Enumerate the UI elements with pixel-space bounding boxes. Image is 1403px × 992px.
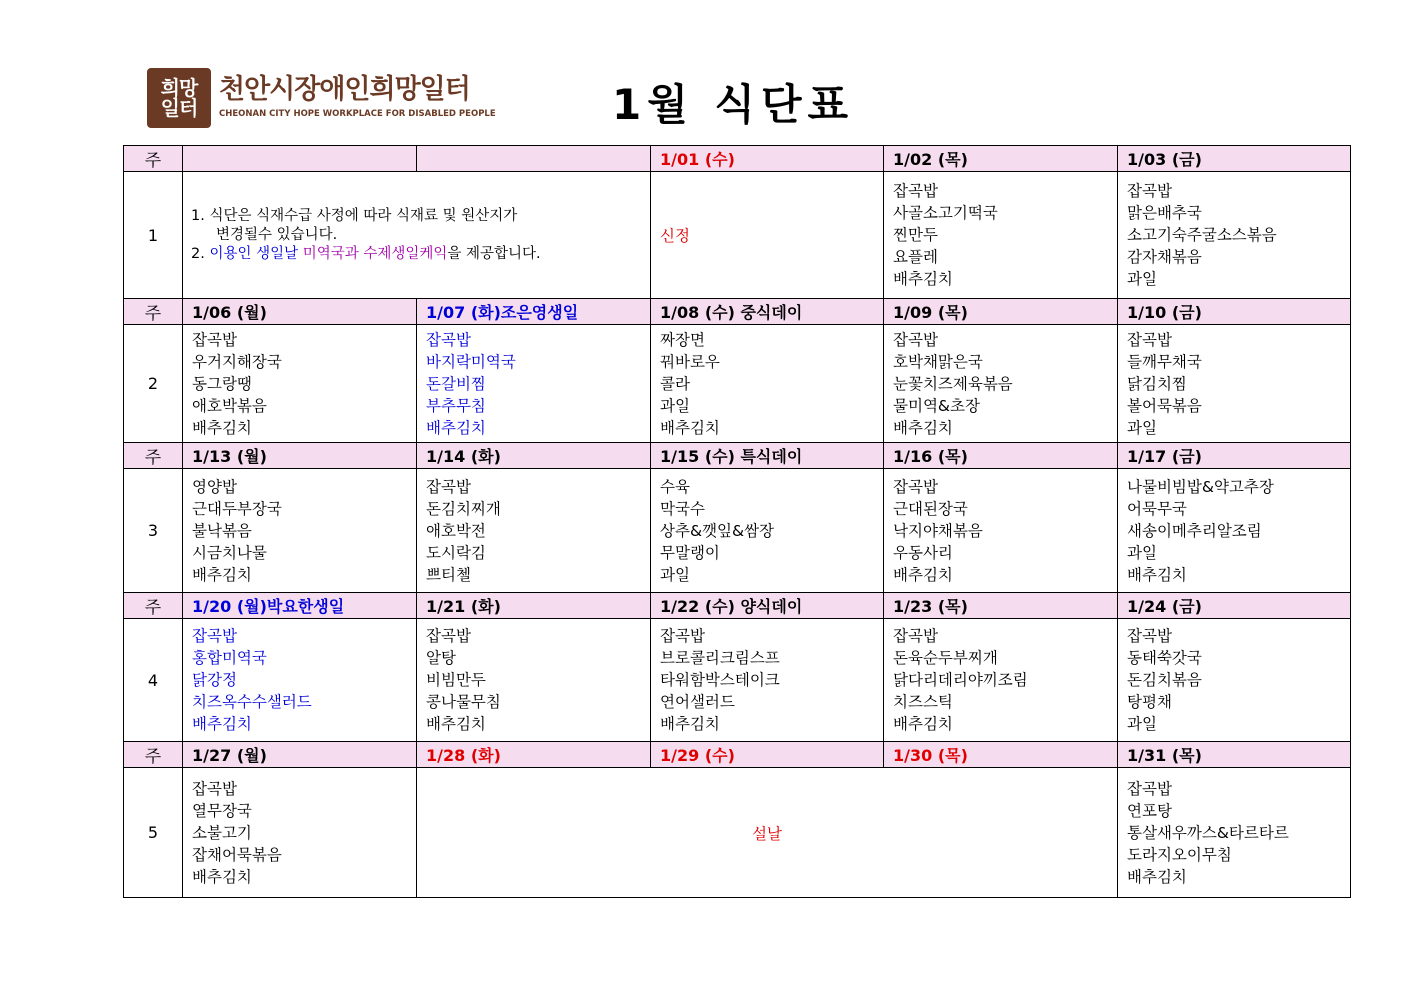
week-number: 4	[124, 619, 183, 742]
menu-item: 돈김치찌개	[426, 499, 501, 518]
menu-item: 잡채어묵볶음	[192, 845, 282, 864]
menu-item: 애호박전	[426, 521, 486, 540]
notice-birthday: 이용인 생일날	[209, 245, 299, 262]
menu-item: 잡곡밥	[1127, 779, 1172, 798]
menu-item: 우동사리	[893, 543, 953, 562]
menu-item: 배추김치	[426, 418, 486, 437]
menu-cell	[183, 768, 417, 898]
menu-item: 잡곡밥	[192, 330, 237, 349]
menu-item: 잡곡밥	[893, 182, 938, 200]
menu-item: 배추김치	[893, 418, 953, 437]
menu-item: 나물비빔밥&약고추장	[1127, 477, 1274, 496]
day-header: 1/10 (금)	[1118, 299, 1351, 325]
menu-item: 잡곡밥	[426, 477, 471, 496]
menu-item: 연어샐러드	[660, 693, 735, 711]
day-header: 1/14 (화)	[417, 443, 651, 469]
menu-item: 막국수	[660, 499, 705, 518]
menu-item: 과일	[660, 396, 690, 415]
menu-cell	[1118, 619, 1351, 742]
menu-item: 무말랭이	[660, 543, 720, 562]
week-header-row	[124, 299, 1351, 325]
menu-item: 도라지오이무침	[1127, 845, 1232, 864]
week-header-row	[124, 593, 1351, 619]
week-menu-row	[124, 469, 1351, 593]
menu-item: 물미역&초장	[893, 396, 980, 415]
day-header: 1/24 (금)	[1118, 593, 1351, 619]
week-menu-row	[124, 172, 1351, 299]
menu-item: 영양밥	[192, 477, 237, 496]
menu-cell	[1118, 325, 1351, 443]
menu-cell	[1118, 469, 1351, 593]
menu-item: 들깨무채국	[1127, 352, 1202, 371]
menu-item: 꿔바로우	[660, 352, 720, 371]
menu-item: 홍합미역국	[192, 649, 267, 667]
logo	[147, 67, 496, 129]
menu-item: 새송이메추리알조림	[1127, 521, 1262, 540]
menu-item: 배추김치	[192, 867, 252, 886]
menu-item: 치즈옥수수샐러드	[192, 693, 312, 711]
menu-cell	[417, 469, 651, 593]
menu-cell	[884, 469, 1118, 593]
menu-item: 탕평채	[1127, 693, 1172, 711]
menu-item: 배추김치	[426, 715, 486, 733]
menu-item: 타워함박스테이크	[660, 671, 780, 689]
menu-item: 요플레	[893, 248, 938, 266]
notice-line	[191, 245, 650, 264]
menu-cell	[417, 619, 651, 742]
week-menu-row	[124, 619, 1351, 742]
menu-item: 연포탕	[1127, 801, 1172, 820]
menu-item: 애호박볶음	[192, 396, 267, 415]
notice-cake: 미역국과 수제생일케익	[302, 245, 448, 262]
menu-item: 소불고기	[192, 823, 252, 842]
week-header-row	[124, 443, 1351, 469]
week-header-row	[124, 742, 1351, 768]
menu-cell	[1118, 172, 1351, 299]
day-header: 1/20 (월)박요한생일	[183, 593, 417, 619]
day-header: 1/17 (금)	[1118, 443, 1351, 469]
day-header: 1/23 (목)	[884, 593, 1118, 619]
day-header: 1/29 (수)	[651, 742, 884, 768]
day-header: 1/03 (금)	[1118, 146, 1351, 172]
menu-item: 콜라	[660, 374, 690, 393]
day-header: 1/15 (수) 특식데이	[651, 443, 884, 469]
menu-item: 돈김치볶음	[1127, 671, 1202, 689]
menu-cell	[183, 619, 417, 742]
menu-item: 찐만두	[893, 226, 938, 244]
menu-item: 동태쑥갓국	[1127, 649, 1202, 667]
menu-item: 닭김치찜	[1127, 374, 1187, 393]
menu-item: 불낙볶음	[192, 521, 252, 540]
logo-english: CHEONAN CITY HOPE WORKPLACE FOR DISABLED PEOPLE	[219, 109, 496, 119]
menu-item: 돈육순두부찌개	[893, 649, 998, 667]
menu-cell	[183, 469, 417, 593]
menu-item: 낙지야채볶음	[893, 521, 983, 540]
menu-item: 과일	[1127, 715, 1157, 733]
menu-item: 쁘티첼	[426, 565, 471, 584]
menu-item: 콩나물무침	[426, 693, 501, 711]
week-label: 주	[124, 593, 183, 619]
day-header: 1/07 (화)조은영생일	[417, 299, 651, 325]
menu-item: 볼어묵볶음	[1127, 396, 1202, 415]
menu-item: 도시락김	[426, 543, 486, 562]
menu-item: 닭다리데리야끼조림	[893, 671, 1028, 689]
menu-item: 배추김치	[192, 715, 252, 733]
holiday-label: 설날	[417, 768, 1118, 898]
day-header	[417, 146, 651, 172]
menu-item: 맑은배추국	[1127, 204, 1202, 222]
week-menu-row	[124, 325, 1351, 443]
menu-item: 짜장면	[660, 330, 705, 349]
menu-item: 돈갈비찜	[426, 374, 486, 393]
menu-cell	[651, 469, 884, 593]
menu-item: 호박채맑은국	[893, 352, 983, 371]
menu-item: 배추김치	[1127, 565, 1187, 584]
holiday-label: 신정	[651, 172, 884, 299]
menu-item: 근대된장국	[893, 499, 968, 518]
day-header: 1/01 (수)	[651, 146, 884, 172]
menu-item: 눈꽃치즈제육볶음	[893, 374, 1013, 393]
day-header: 1/02 (목)	[884, 146, 1118, 172]
menu-cell	[651, 325, 884, 443]
menu-item: 잡곡밥	[192, 779, 237, 798]
menu-item: 잡곡밥	[660, 627, 705, 645]
day-header: 1/31 (목)	[1118, 742, 1351, 768]
week-number: 2	[124, 325, 183, 443]
day-header: 1/08 (수) 중식데이	[651, 299, 884, 325]
notice	[183, 172, 651, 299]
menu-item: 동그랑땡	[192, 374, 252, 393]
week-number: 1	[124, 172, 183, 299]
menu-item: 배추김치	[893, 565, 953, 584]
week-number: 5	[124, 768, 183, 898]
day-header: 1/09 (목)	[884, 299, 1118, 325]
menu-item: 소고기숙주굴소스볶음	[1127, 226, 1277, 244]
week-label: 주	[124, 742, 183, 768]
logo-mark	[147, 68, 211, 128]
menu-item: 잡곡밥	[1127, 182, 1172, 200]
menu-item: 배추김치	[660, 418, 720, 437]
week-header-row	[124, 146, 1351, 172]
menu-item: 배추김치	[1127, 867, 1187, 886]
logo-korean: 천안시장애인희망일터	[219, 74, 470, 105]
menu-item: 감자채볶음	[1127, 248, 1202, 266]
week-label: 주	[124, 146, 183, 172]
menu-item: 사골소고기떡국	[893, 204, 998, 222]
menu-item: 잡곡밥	[893, 627, 938, 645]
day-header: 1/06 (월)	[183, 299, 417, 325]
day-header: 1/21 (화)	[417, 593, 651, 619]
day-header: 1/22 (수) 양식데이	[651, 593, 884, 619]
day-header: 1/30 (목)	[884, 742, 1118, 768]
menu-item: 배추김치	[660, 715, 720, 733]
menu-item: 상추&깻잎&쌈장	[660, 521, 775, 540]
menu-item: 시금치나물	[192, 543, 267, 562]
menu-item: 잡곡밥	[893, 330, 938, 349]
menu-item: 잡곡밥	[192, 627, 237, 645]
menu-item: 잡곡밥	[893, 477, 938, 496]
menu-item: 배추김치	[192, 418, 252, 437]
menu-item: 수육	[660, 477, 690, 496]
notice-suffix: 을 제공합니다.	[447, 245, 541, 262]
day-header	[183, 146, 417, 172]
menu-item: 치즈스틱	[893, 693, 953, 711]
menu-item: 배추김치	[893, 715, 953, 733]
logo-mark-text: 희망 일터	[160, 76, 198, 120]
menu-item: 근대두부장국	[192, 499, 282, 518]
logo-text	[219, 75, 496, 121]
day-header: 1/28 (화)	[417, 742, 651, 768]
notice-prefix: 2.	[191, 245, 210, 262]
menu-item: 바지락미역국	[426, 352, 516, 371]
week-menu-row	[124, 768, 1351, 898]
day-header: 1/16 (목)	[884, 443, 1118, 469]
menu-table	[123, 145, 1351, 898]
week-label: 주	[124, 299, 183, 325]
menu-cell	[1118, 768, 1351, 898]
menu-item: 통살새우까스&타르타르	[1127, 823, 1289, 842]
menu-item: 잡곡밥	[1127, 627, 1172, 645]
menu-item: 부추무침	[426, 396, 486, 415]
notice-line: 변경될수 있습니다.	[216, 226, 338, 243]
menu-item: 잡곡밥	[426, 627, 471, 645]
menu-item: 우거지해장국	[192, 352, 282, 371]
menu-item: 열무장국	[192, 801, 252, 820]
page-title: 1월 식단표	[612, 80, 855, 129]
menu-item: 배추김치	[192, 565, 252, 584]
week-label: 주	[124, 443, 183, 469]
menu-item: 과일	[1127, 270, 1157, 288]
menu-item: 잡곡밥	[1127, 330, 1172, 349]
menu-item: 과일	[1127, 418, 1157, 437]
menu-item: 과일	[660, 565, 690, 584]
day-header: 1/13 (월)	[183, 443, 417, 469]
menu-cell	[651, 619, 884, 742]
day-header: 1/27 (월)	[183, 742, 417, 768]
menu-item: 비빔만두	[426, 671, 486, 689]
notice-line: 1. 식단은 식재수급 사정에 따라 식재료 및 원산지가	[191, 207, 518, 224]
menu-item: 어묵무국	[1127, 499, 1187, 518]
menu-item: 과일	[1127, 543, 1157, 562]
menu-cell	[884, 172, 1118, 299]
menu-item: 닭강정	[192, 671, 237, 689]
menu-cell	[417, 325, 651, 443]
menu-item: 알탕	[426, 649, 456, 667]
menu-cell	[183, 325, 417, 443]
menu-item: 잡곡밥	[426, 330, 471, 349]
menu-cell	[884, 325, 1118, 443]
menu-item: 배추김치	[893, 270, 953, 288]
menu-cell	[884, 619, 1118, 742]
menu-item: 브로콜리크림스프	[660, 649, 780, 667]
week-number: 3	[124, 469, 183, 593]
